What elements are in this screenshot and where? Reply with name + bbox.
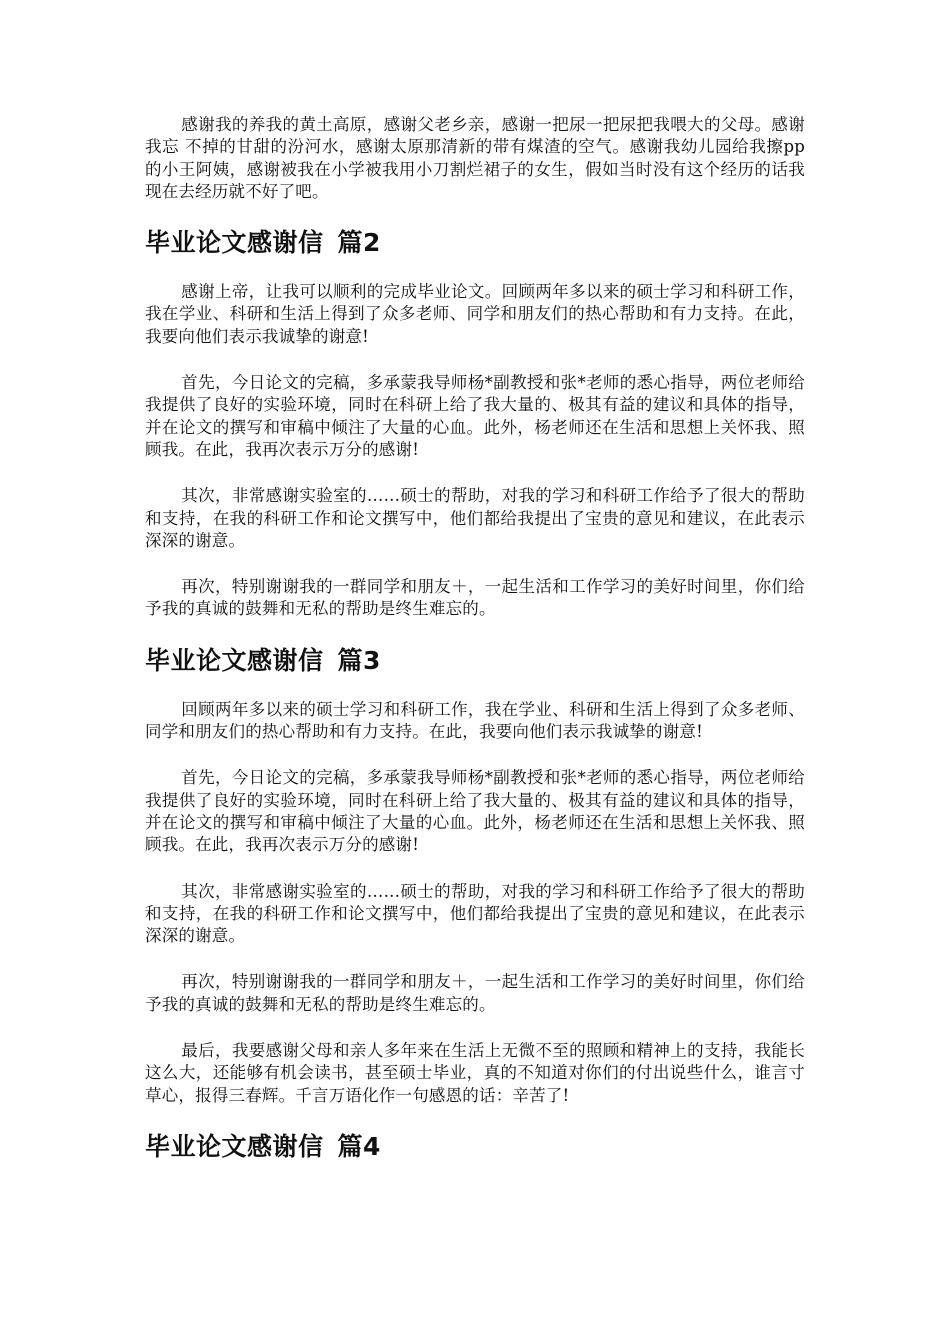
heading-title: 毕业论文感谢信 xyxy=(145,645,324,675)
paragraph: 再次，特别谢谢我的一群同学和朋友＋，一起生活和工作学习的美好时间里，你们给予我的真诚的鼓舞和无私的帮助是终生难忘的。 xyxy=(145,972,805,1014)
document-page xyxy=(145,114,805,1185)
paragraph: 回顾两年多以来的硕士学习和科研工作，我在学业、科研和生活上得到了众多老师、同学和朋友们的热心帮助和有力支持。在此，我要向他们表示我诚挚的谢意! xyxy=(145,699,805,742)
paragraph: 感谢上帝，让我可以顺利的完成毕业论文。回顾两年多以来的硕士学习和科研工作，我在学业、科研和生活上得到了众多老师、同学和朋友们的热心帮助和有力支持。在此，我要向他们表示我诚挚的谢意! xyxy=(145,282,805,346)
heading-part: 篇3 xyxy=(337,645,381,675)
paragraph: 最后，我要感谢父母和亲人多年来在生活上无微不至的照顾和精神上的支持，我能长这么大，还能够有机会读书，甚至硕士毕业，真的不知道对你们的付出说些什么，谁言寸草心，报得三春辉。千言万语化作一句感恩的话：辛苦了! xyxy=(145,1041,805,1105)
paragraph: 其次，非常感谢实验室的……硕士的帮助，对我的学习和科研工作给予了很大的帮助和支持，在我的科研工作和论文撰写中，他们都给我提出了宝贵的意见和建议，在此表示深深的谢意。 xyxy=(145,881,805,946)
paragraph: 再次，特别谢谢我的一群同学和朋友＋，一起生活和工作学习的美好时间里，你们给予我的真诚的鼓舞和无私的帮助是终生难忘的。 xyxy=(145,577,805,619)
heading-title: 毕业论文感谢信 xyxy=(145,228,324,258)
paragraph: 首先，今日论文的完稿，多承蒙我导师杨*副教授和张*老师的悉心指导，两位老师给我提供了良好的实验环境，同时在科研上给了我大量的、极其有益的建议和具体的指导，并在论文的撰写和审稿中倾注了大量的心血。此外，杨老师还在生活和思想上关怀我、照顾我。在此，我再次表示万分的感谢! xyxy=(145,373,805,459)
heading-part: 篇2 xyxy=(337,228,381,258)
paragraph: 首先，今日论文的完稿，多承蒙我导师杨*副教授和张*老师的悉心指导，两位老师给我提供了良好的实验环境，同时在科研上给了我大量的、极其有益的建议和具体的指导，并在论文的撰写和审稿中倾注了大量的心血。此外，杨老师还在生活和思想上关怀我、照顾我。在此，我再次表示万分的感谢! xyxy=(145,768,805,855)
heading-title: 毕业论文感谢信 xyxy=(145,1131,324,1161)
paragraph: 其次，非常感谢实验室的……硕士的帮助，对我的学习和科研工作给予了很大的帮助和支持，在我的科研工作和论文撰写中，他们都给我提出了宝贵的意见和建议，在此表示深深的谢意。 xyxy=(145,486,805,550)
section-heading xyxy=(145,1131,805,1163)
heading-part: 篇4 xyxy=(337,1131,381,1161)
section-heading xyxy=(145,645,805,677)
section-heading xyxy=(145,227,805,259)
paragraph: 感谢我的养我的黄土高原，感谢父老乡亲，感谢一把尿一把尿把我喂大的父母。感谢我忘 不掉的甘甜的汾河水，感谢太原那清新的带有煤渣的空气。感谢我幼儿园给我擦pp的小王阿姨，感谢被我在小学被我用小刀割烂裙子的女生，假如当时没有这个经历的话我现在去经历就不好了吧。 xyxy=(145,115,805,201)
